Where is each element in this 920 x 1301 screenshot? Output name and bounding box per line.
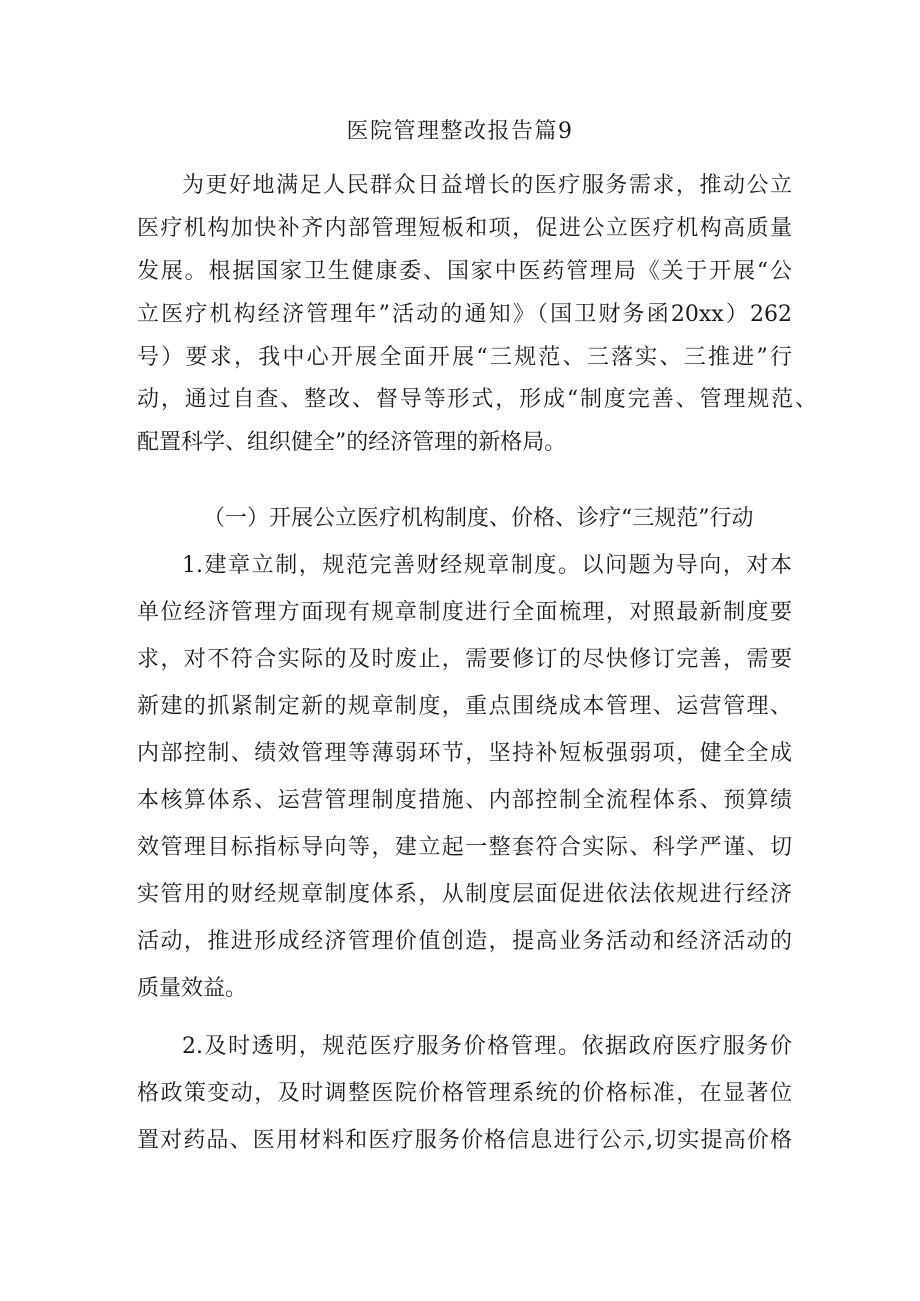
- paragraph-line: 医疗机构加快补齐内部管理短板和项，促进公立医疗机构高质量: [137, 216, 792, 241]
- page-title: 医院管理整改报告篇9: [346, 119, 574, 144]
- paragraph-line: 求，对不符合实际的及时废止，需要修订的尽快修订完善，需要: [137, 647, 792, 672]
- paragraph-line: 立医疗机构经济管理年”活动的通知》（国卫财务函20xx）262: [137, 302, 792, 327]
- paragraph-line: 内部控制、绩效管理等薄弱环节，坚持补短板强弱项，健全全成: [137, 741, 792, 766]
- section-heading: （一）开展公立医疗机构制度、价格、诊疗“三规范”行动: [203, 506, 754, 531]
- paragraph-line: 号）要求，我中心开展全面开展“三规范、三落实、三推进”行: [137, 345, 792, 370]
- paragraph-line: 效管理目标指标导向等，建立起一整套符合实际、科学严谨、切: [137, 835, 792, 860]
- paragraph-line: 实管用的财经规章制度体系，从制度层面促进依法依规进行经济: [137, 882, 792, 907]
- paragraph-line: 活动，推进形成经济管理价值创造，提高业务活动和经济活动的: [137, 929, 792, 954]
- paragraph-line: 置对药品、医用材料和医疗服务价格信息进行公示,切实提高价格: [137, 1128, 792, 1153]
- paragraph-line: 1.建章立制，规范完善财经规章制度。以问题为导向，对本: [182, 553, 792, 578]
- paragraph-line: 动，通过自查、整改、督导等形式，形成“制度完善、管理规范、: [137, 387, 817, 412]
- paragraph-line: 单位经济管理方面现有规章制度进行全面梳理，对照最新制度要: [137, 600, 792, 625]
- paragraph-line: 2.及时透明，规范医疗服务价格管理。依据政府医疗服务价: [182, 1034, 792, 1059]
- paragraph-line: 新建的抓紧制定新的规章制度，重点围绕成本管理、运营管理、: [137, 694, 792, 719]
- paragraph-line: 格政策变动，及时调整医院价格管理系统的价格标准，在显著位: [137, 1081, 792, 1106]
- paragraph-line: 质量效益。: [137, 976, 248, 1001]
- paragraph-line: 为更好地满足人民群众日益增长的医疗服务需求，推动公立: [182, 173, 792, 198]
- paragraph-line: 发展。根据国家卫生健康委、国家中医药管理局《关于开展“公: [137, 259, 792, 284]
- paragraph-line: 本核算体系、运营管理制度措施、内部控制全流程体系、预算绩: [137, 788, 792, 813]
- paragraph-line: 配置科学、组织健全”的经济管理的新格局。: [137, 430, 567, 455]
